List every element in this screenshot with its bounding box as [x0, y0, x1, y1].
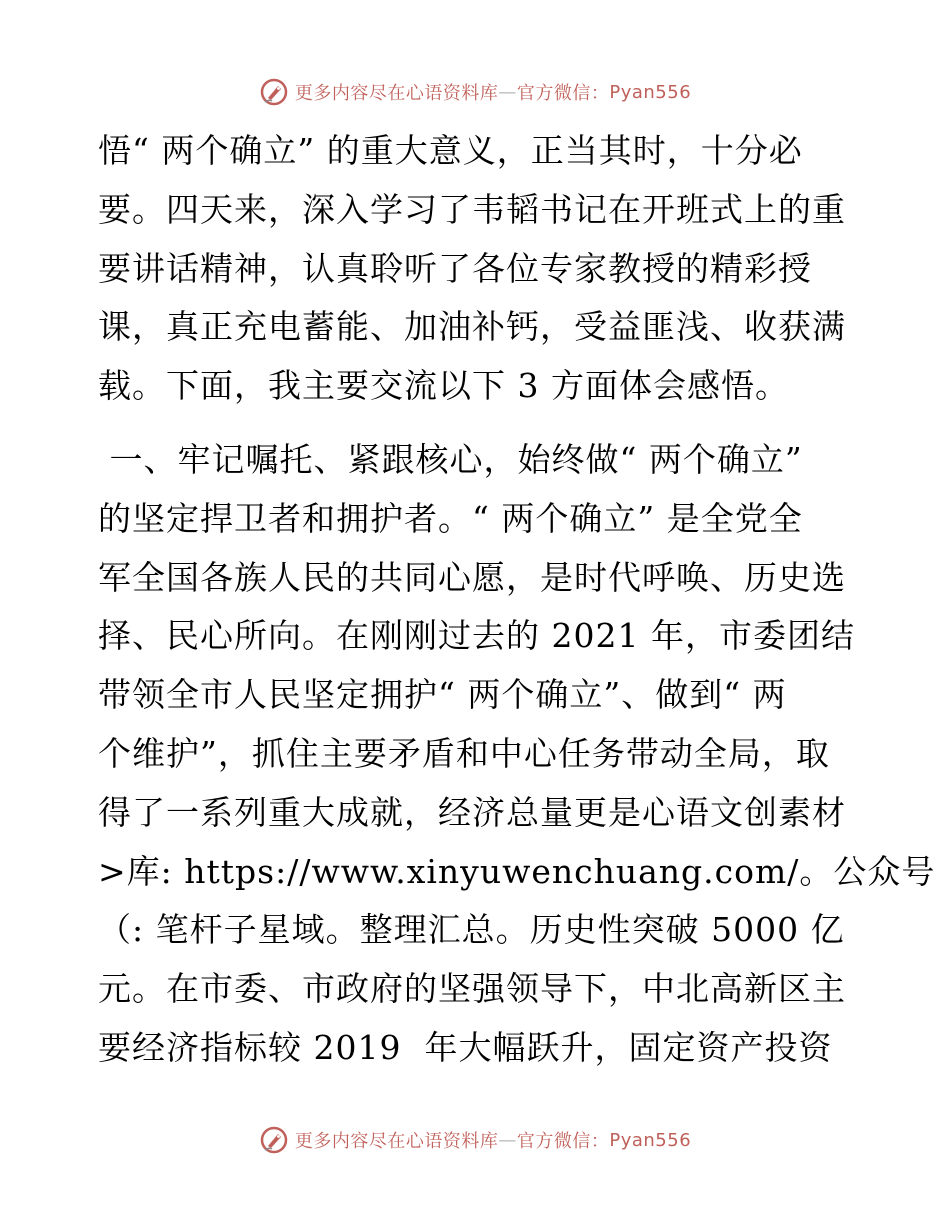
pen-nib-logo-icon	[259, 77, 289, 107]
paragraph	[98, 431, 936, 1078]
text-line: 课，真正充电蓄能、加油补钙，受益匪浅、收获满	[98, 307, 846, 347]
watermark-dash: —	[498, 81, 517, 103]
watermark-main-text: 更多内容尽在心语资料库	[294, 83, 499, 104]
text-line: 择、民心所向。在刚刚过去的 2021 年，市委团结	[98, 616, 855, 656]
paragraph-gap	[98, 416, 858, 431]
header-watermark	[0, 72, 950, 112]
text-line: 军全国各族人民的共同心愿，是时代呼唤、历史选	[98, 557, 846, 597]
text-line: 带领全市人民坚定拥护“ 两个确立”、做到“ 两	[98, 675, 787, 715]
watermark-dash: —	[498, 1129, 517, 1151]
text-line: 悟“ 两个确立” 的重大意义，正当其时，十分必	[98, 131, 803, 170]
text-line: 载。下面，我主要交流以下 3 方面体会感悟。	[98, 366, 789, 406]
document-body	[98, 122, 936, 1078]
text-line: 得了一系列重大成就，经济总量更是心语文创素材	[98, 792, 846, 832]
watermark-official-label: 官方微信：	[516, 1131, 610, 1152]
watermark-main-text: 更多内容尽在心语资料库	[294, 1131, 499, 1152]
text-line: 元。在市委、市政府的坚强领导下，中北高新区主	[98, 969, 846, 1009]
text-line: 要经济指标较 2019 年大幅跃升，固定资产投资	[98, 1027, 833, 1067]
text-line: 个维护”，抓住主要矛盾和中心任务带动全局，取	[98, 733, 830, 773]
text-line: 一、牢记嘱托、紧跟核心，始终做“ 两个确立”	[98, 439, 803, 479]
pen-nib-logo-icon	[259, 1125, 289, 1155]
watermark-account: Pyan556	[609, 1129, 692, 1151]
text-line: 的坚定捍卫者和拥护者。“ 两个确立” 是全党全	[98, 498, 803, 538]
footer-watermark	[0, 1120, 950, 1160]
text-line: 要讲话精神，认真聆听了各位专家教授的精彩授	[98, 248, 812, 288]
watermark-account: Pyan556	[609, 81, 692, 103]
paragraph	[98, 122, 858, 416]
text-line: 要。四天来，深入学习了韦韬书记在开班式上的重	[98, 189, 846, 229]
text-line: （: 笔杆子星域。整理汇总。历史性突破 5000 亿	[98, 910, 845, 950]
text-line: >库: https://www.xinyuwenchuang.com/。公众号	[98, 851, 936, 891]
watermark-official-label: 官方微信：	[516, 83, 610, 104]
